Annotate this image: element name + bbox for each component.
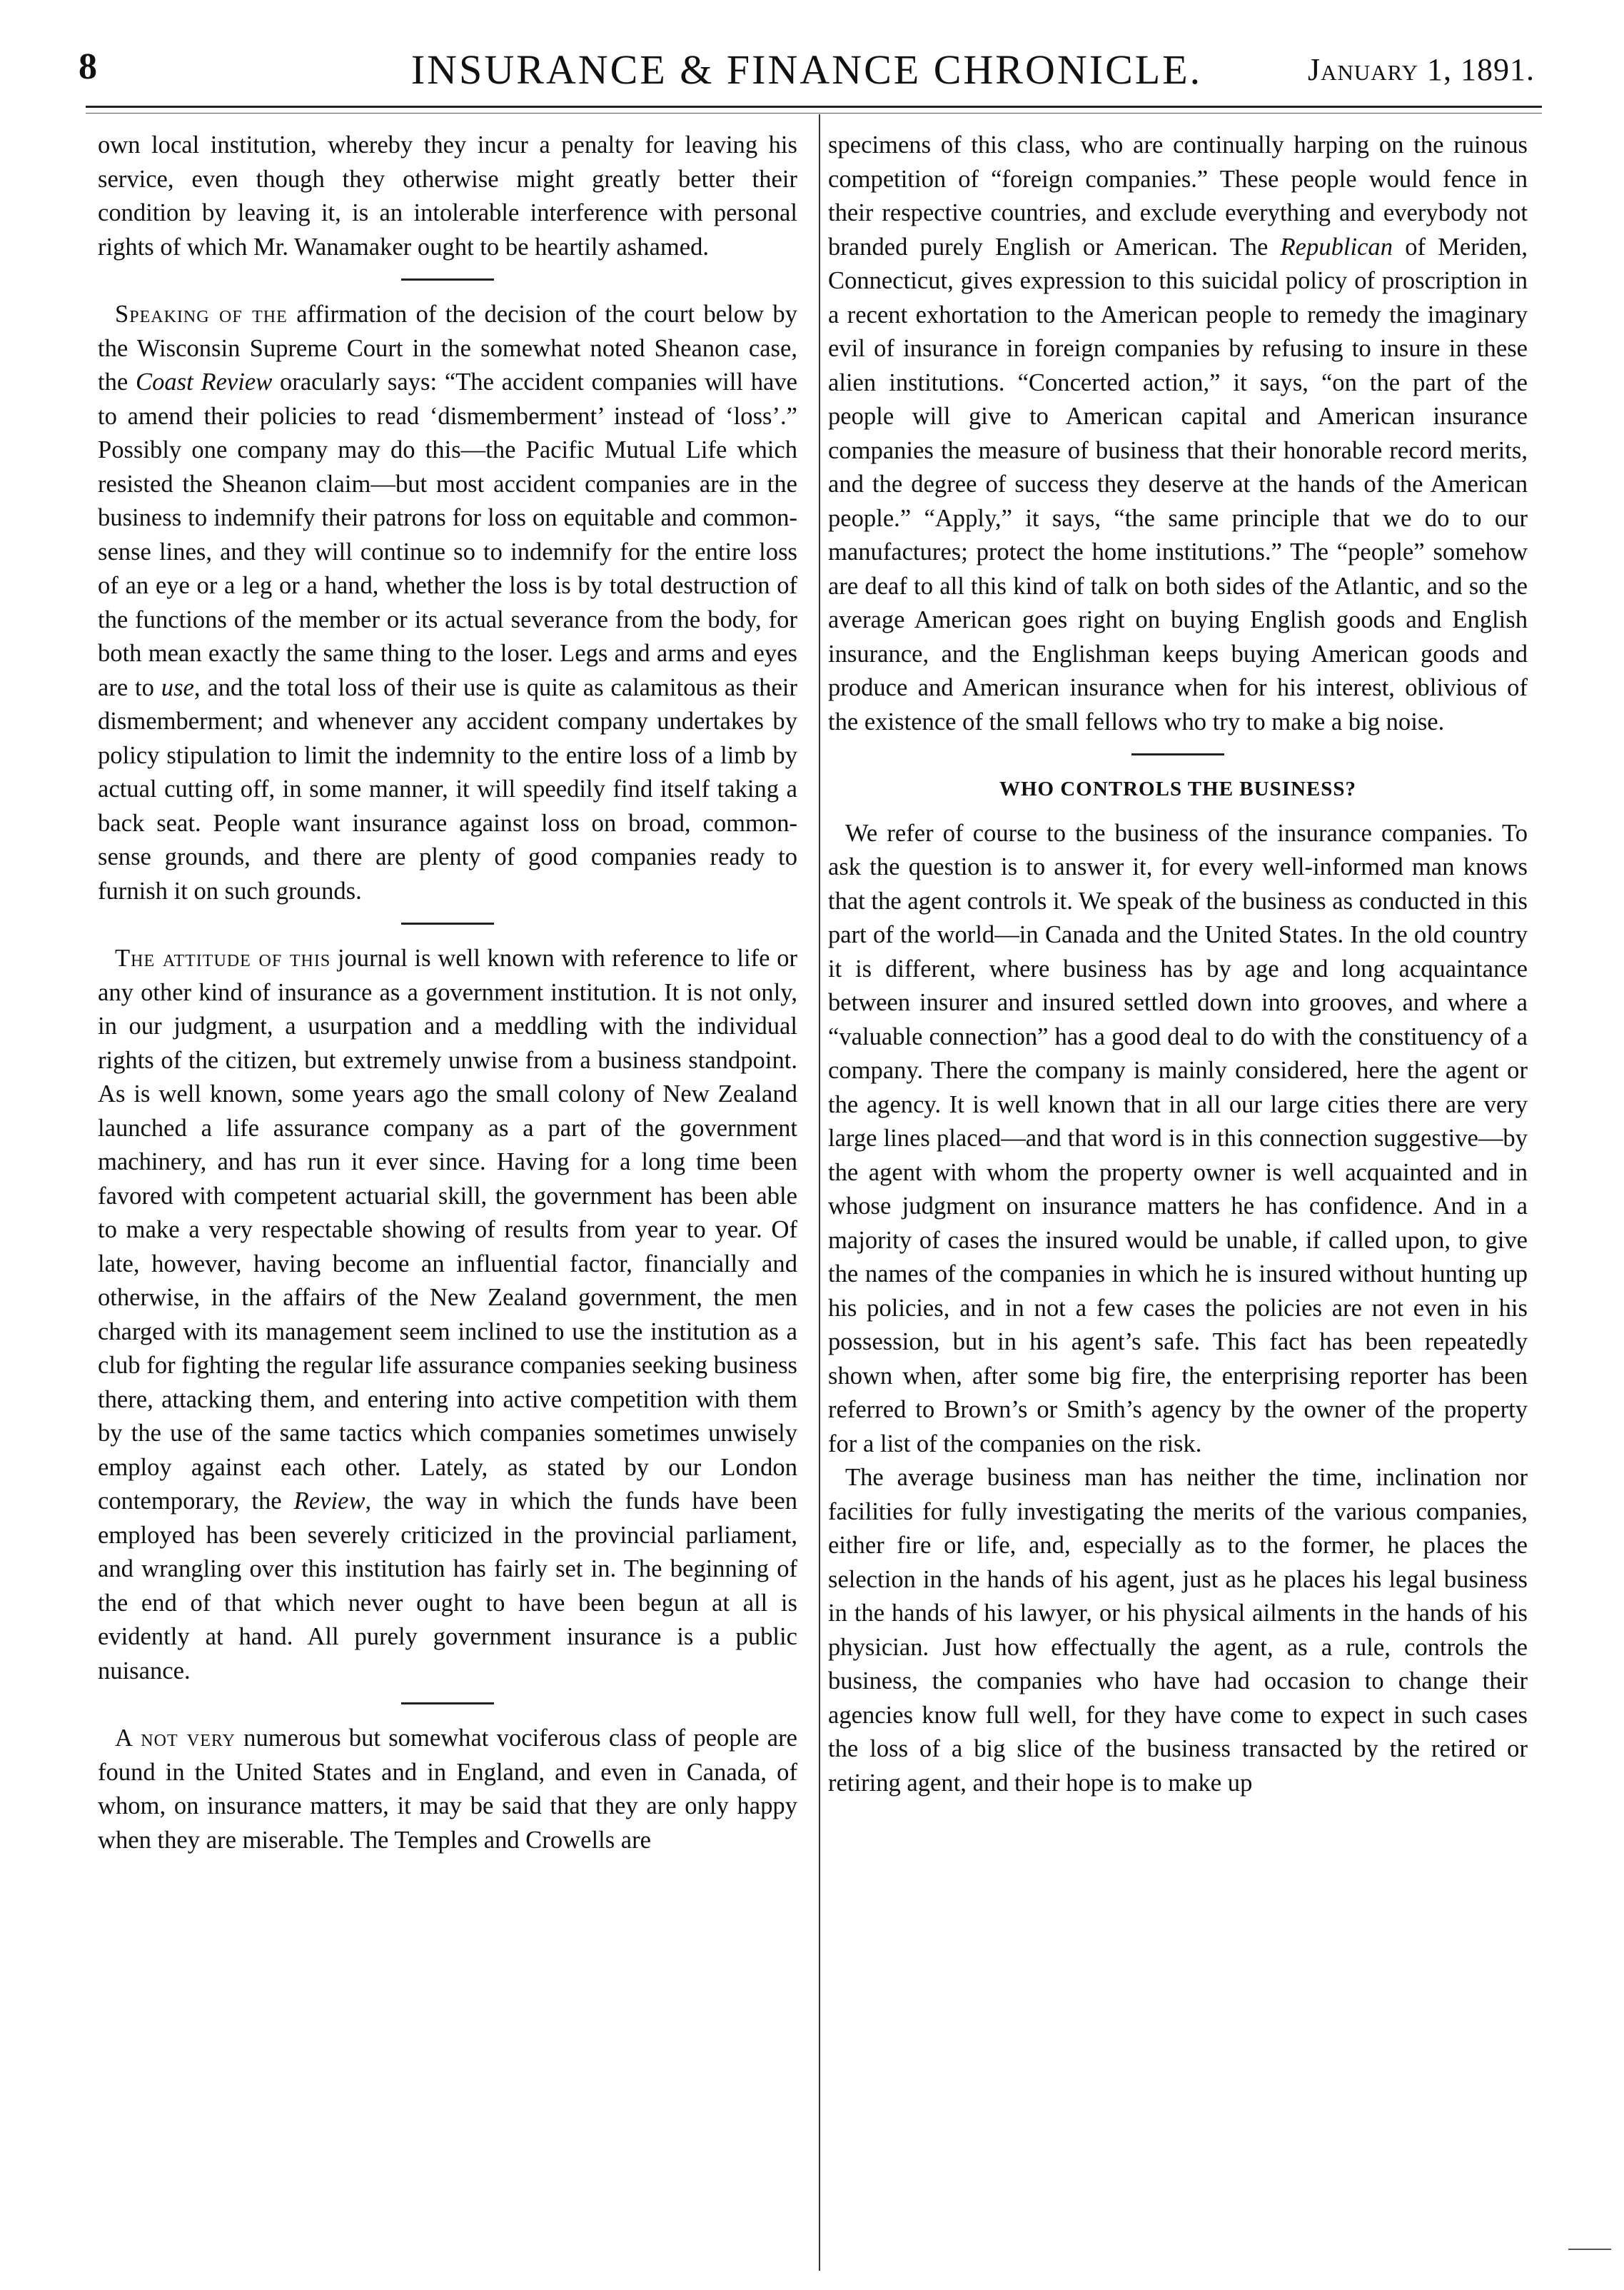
publication-name: Coast Review xyxy=(136,368,273,396)
section-heading: WHO CONTROLS THE BUSINESS? xyxy=(999,778,1357,800)
article-foreign-companies-continued xyxy=(828,129,1528,739)
section-rule xyxy=(401,278,494,281)
emphasis-word: use xyxy=(161,673,194,701)
page-header xyxy=(79,46,1535,103)
column-divider xyxy=(819,114,820,2271)
publication-name: Review xyxy=(293,1487,365,1515)
article-text: , and the total loss of their use is quite as calamitous as their dismemberment; and whenever any accident company undertakes by policy stipulation to limit the indemnity to the entire loss of a limb by actual cutting off, in some manner, it will speedily find itself taking a back seat. People want insurance against loss on broad, common-sense grounds, and there are plenty of good companies ready to furnish it on such grounds. xyxy=(98,673,797,905)
article-text: specimens of this class, who are continually harping on the ruinous competition of “foreign companies.” These people would fence in their respective countries, and exclude everything and everybody not branded purely English or American. The xyxy=(828,131,1528,261)
article-text: oracularly says: “The accident companies will have to amend their policies to read ‘dismemberment’ instead of ‘loss’.” Possibly one company may do this—the Pacific Mutual Life which resisted the Sheanon claim—but most accident companies are in the business to indemnify their patrons for loss on equitable and common-sense lines, and they will continue so to indemnify for the entire loss of an eye or a leg or a hand, whether the loss is by total destruction of the functions of the member or its actual severance from the body, for both mean exactly the same thing to the loser. Legs and arms and eyes are to xyxy=(98,368,798,701)
article-foreign-companies xyxy=(98,1722,797,1857)
article-text: , the way in which the funds have been employed has been severely criticized in the provincial parliament, and wrangling over this institution has fairly set in. The beginning of the end of that which never ought to have been begun at all is evidently at hand. All purely government insurance is a public nuisance. xyxy=(98,1487,797,1684)
header-rule-thin xyxy=(86,113,1542,114)
article-lead-words: The attitude of this xyxy=(115,945,331,972)
article-text: of Meriden, Connecticut, gives expression to this suicidal policy of proscription in a recent exhortation to the American people to remedy the imaginary evil of insurance in foreign companies by refusing to insure in these alien institutions. “Concerted action,” it says, “on the part of the people will give to American capital and American insurance companies the measure of business that their honorable record merits, and the degree of success they deserve at the hands of the American people.” “Apply,” it says, “the same principle that we do to our manufactures; protect the home institutions.” The “people” somehow are deaf to all this kind of talk on both sides of the Atlantic, and so the average American goes right on buying English goods and English insurance, and the Englishman keeps buying American goods and produce and American insurance when for his interest, oblivious of the existence of the small fellows who try to make a big noise. xyxy=(828,233,1528,735)
right-column xyxy=(828,129,1528,1800)
page-corner-mark xyxy=(1568,2249,1611,2276)
publication-name: Republican xyxy=(1280,233,1393,261)
article-lead-words: A not very xyxy=(115,1724,236,1752)
article-text: affirmation of the decision of the court below by the Wisconsin Supreme Court in the somewhat noted Sheanon case, the xyxy=(98,301,798,396)
page-number: 8 xyxy=(79,46,97,87)
article-controls-business-p2: The average business man has neither the time, inclination nor facilities for fully investigating the merits of the various companies, either fire or life, and, especially as to the former, he places the selection in the hands of his agent, just as he places his legal business in the hands of his lawyer, or his physical ailments in the hands of his physician. Just how effectually the agent, as a rule, controls the business, the companies who have had occasion to change their agencies know full well, for they have come to expect in such cases the loss of a big slice of the business transacted by the retired or retiring agent, and their hope is to make up xyxy=(828,1464,1528,1797)
journal-title: INSURANCE & FINANCE CHRONICLE. xyxy=(410,46,1203,93)
article-text: journal is well known with reference to life or any other kind of insurance as a government institution. It is not only, in our judgment, a usurpation and a meddling with the individual rights of the citizen, but extremely unwise from a business standpoint. As is well known, some years ago the small colony of New Zealand launched a life assurance company as a part of the government machinery, and has run it ever since. Having for a long time been favored with competent actuarial skill, the government has been able to make a very respectable showing of results from year to year. Of late, however, having become an influential factor, financially and otherwise, in the affairs of the New Zealand government, the men charged with its management seem inclined to use the institution as a club for fighting the regular life assurance companies seeking business there, attacking them, and entering into active competition with them by the use of the same tactics which companies sometimes unwisely employ against each other. Lately, as stated by our London contemporary, the xyxy=(98,945,797,1515)
issue-date: January 1, 1891. xyxy=(1307,52,1535,87)
section-rule xyxy=(401,923,494,925)
article-sheanon-case xyxy=(98,298,797,908)
article-controls-business-p1: We refer of course to the business of the insurance companies. To ask the question is to answer it, for every well-informed man knows that the agent controls it. We speak of the business as conducted in this part of the world—in Canada and the United States. In the old country it is different, where business has by age and long acquaintance between insurer and insured settled down into grooves, and where a “valuable connection” has a good deal to do with the constituency of a company. There the company is mainly considered, here the agent or the agency. It is well known that in all our large cities there are very large lines placed—and that word is in this connection suggestive—by the agent with whom the property owner is well acquainted and in whose judgment on insurance matters he has confidence. And in a majority of cases the insured would be unable, if called upon, to give the names of the companies in which he is insured without hunting up his policies, and in not a few cases the policies are not even in his possession, but in his agent’s safe. This fact has been repeatedly shown when, after some big fire, the enterprising reporter has been referred to Brown’s or Smith’s agency by the owner of the property for a list of the companies on the risk. xyxy=(828,819,1528,1457)
article-lead-words: Speaking of the xyxy=(115,301,288,328)
header-rule xyxy=(86,106,1542,108)
article-government-insurance xyxy=(98,942,797,1688)
left-column xyxy=(98,129,797,1857)
section-rule xyxy=(1131,753,1224,755)
article-continuation: own local institution, whereby they incur a penalty for leaving his service, even though they otherwise might greatly better their condition by leaving it, is an intolerable interference with personal rights of which Mr. Wanamaker ought to be heartily ashamed. xyxy=(98,131,797,261)
article-text: numerous but somewhat vociferous class of people are found in the United States and in England, and even in Canada, of whom, on insurance matters, it may be said that they are only happy when they are miserable. The Temples and Crowells are xyxy=(98,1724,798,1854)
section-rule xyxy=(401,1702,494,1704)
